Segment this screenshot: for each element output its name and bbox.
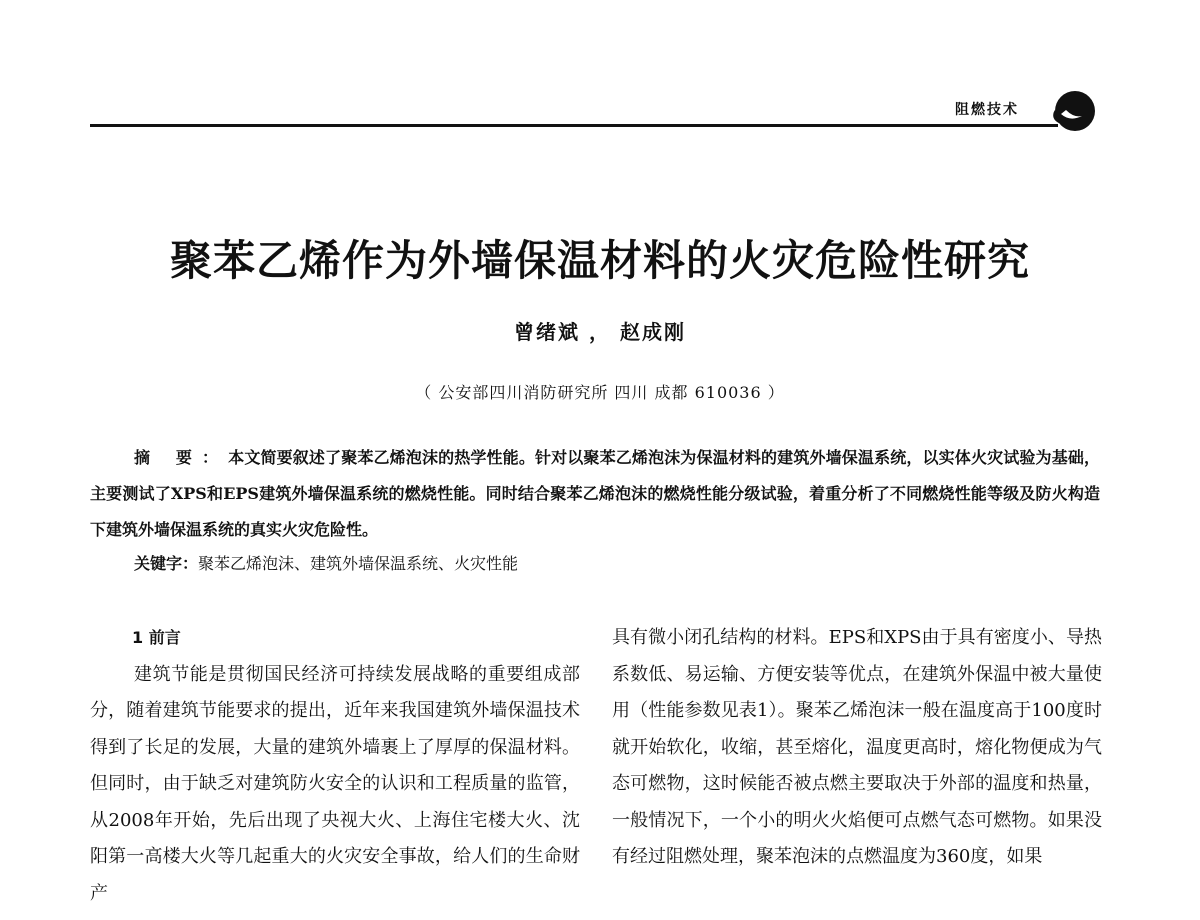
- author-affiliation: （ 公安部四川消防研究所 四川 成都 610036 ）: [415, 383, 785, 402]
- abstract-label: 摘 要：: [134, 448, 229, 467]
- keywords-text: 聚苯乙烯泡沫、建筑外墙保温系统、火灾性能: [198, 554, 519, 573]
- body-column-left: [90, 620, 580, 912]
- article-authors: 曾绪斌 ， 赵成刚: [514, 320, 686, 344]
- header-rule: [90, 124, 1058, 127]
- running-header-label: 阻燃技术: [955, 102, 1019, 118]
- body-paragraph-left: 建筑节能是贯彻国民经济可持续发展战略的重要组成部分，随着建筑节能要求的提出，近年来我国建筑外墙保温技术得到了长足的发展，大量的建筑外墙裹上了厚厚的保温材料。但同时，由于缺乏对建筑防火安全的认识和工程质量的监管，从2008年开始，先后出现了央视大火、上海住宅楼大火、沈阳第一高楼大火等几起重大的火灾安全事故，给人们的生命财产: [90, 663, 580, 904]
- keywords: [134, 550, 1094, 578]
- body-column-right: [612, 620, 1102, 876]
- abstract: [90, 440, 1100, 548]
- abstract-text: 本文简要叙述了聚苯乙烯泡沫的热学性能。针对以聚苯乙烯泡沫为保温材料的建筑外墙保温系统，以实体火灾试验为基础，主要测试了XPS和EPS建筑外墙保温系统的燃烧性能。同时结合聚苯乙烯泡沫的燃烧性能分级试验，着重分析了不同燃烧性能等级及防火构造下建筑外墙保温系统的真实火灾危险性。: [90, 448, 1100, 539]
- section-heading: 1 前言: [132, 628, 181, 647]
- article-title: 聚苯乙烯作为外墙保温材料的火灾危险性研究: [169, 236, 1030, 285]
- body-paragraph-right: 具有微小闭孔结构的材料。EPS和XPS由于具有密度小、导热系数低、易运输、方便安装等优点，在建筑外保温中被大量使用（性能参数见表1）。聚苯乙烯泡沫一般在温度高于100度时就开始软化，收缩，甚至熔化，温度更高时，熔化物便成为气态可燃物，这时候能否被点燃主要取决于外部的温度和热量，一般情况下，一个小的明火火焰便可点燃气态可燃物。如果没有经过阻燃处理，聚苯泡沫的点燃温度为360度，如果: [612, 627, 1102, 867]
- keywords-label: 关键字：: [134, 554, 199, 573]
- journal-logo-icon: [1052, 88, 1098, 134]
